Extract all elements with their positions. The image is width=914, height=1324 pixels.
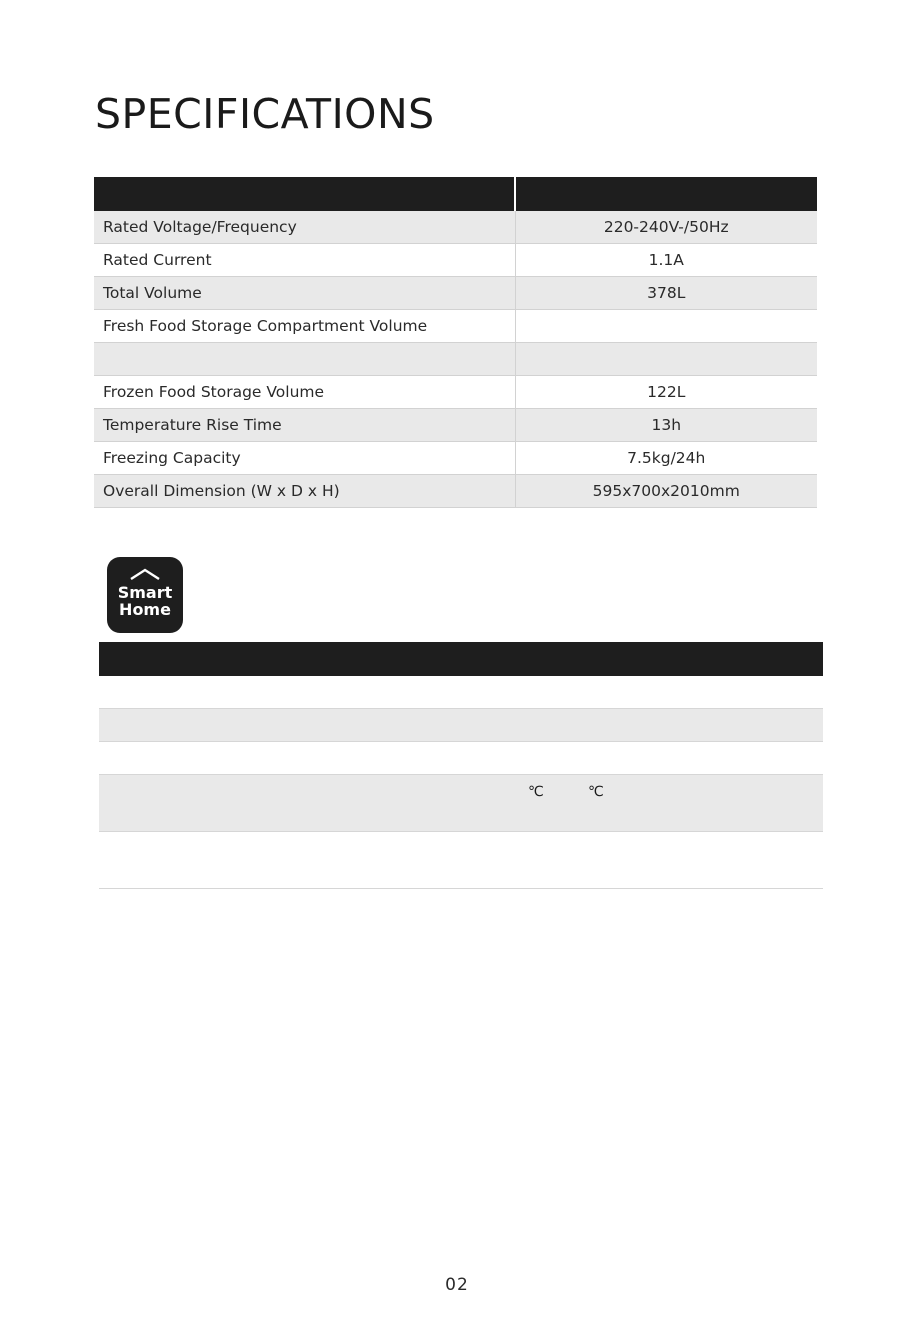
spec-value: 7.5kg/24h — [515, 442, 817, 475]
temperature-unit: ℃ — [528, 784, 544, 800]
spec-value: 1.1A — [515, 244, 817, 277]
page-title: SPECIFICATIONS — [95, 90, 435, 138]
smart-home-table — [99, 642, 823, 889]
page-number: 02 — [445, 1275, 469, 1295]
badge-text-home: Home — [119, 600, 171, 619]
table-row — [94, 244, 817, 277]
spec-header-value — [515, 177, 817, 211]
spec-value — [515, 310, 817, 343]
table-row — [99, 676, 823, 709]
table-row — [94, 376, 817, 409]
table-row — [99, 832, 823, 889]
spec-value — [515, 343, 817, 376]
spec-label — [94, 343, 515, 376]
table-row — [99, 742, 823, 775]
table-row — [94, 310, 817, 343]
table-row — [99, 775, 823, 832]
spec-value: 595x700x2010mm — [515, 475, 817, 508]
spec-value: 378L — [515, 277, 817, 310]
spec-label: Overall Dimension (W x D x H) — [94, 475, 515, 508]
spec-label: Rated Voltage/Frequency — [94, 211, 515, 244]
smart-table-header — [99, 642, 823, 676]
spec-table-header — [94, 177, 817, 211]
table-row — [94, 277, 817, 310]
smart-home-badge — [107, 557, 183, 633]
spec-label: Total Volume — [94, 277, 515, 310]
spec-label: Frozen Food Storage Volume — [94, 376, 515, 409]
spec-value: 13h — [515, 409, 817, 442]
spec-label: Rated Current — [94, 244, 515, 277]
spec-value: 122L — [515, 376, 817, 409]
spec-value: 220-240V-/50Hz — [515, 211, 817, 244]
badge-text-smart: Smart — [117, 583, 173, 602]
specifications-table — [94, 177, 817, 508]
table-row — [99, 709, 823, 742]
spec-header-parameter — [94, 177, 515, 211]
spec-label: Freezing Capacity — [94, 442, 515, 475]
table-row — [94, 475, 817, 508]
spec-label: Fresh Food Storage Compartment Volume — [94, 310, 515, 343]
table-row — [94, 409, 817, 442]
table-row — [94, 442, 817, 475]
spec-label: Temperature Rise Time — [94, 409, 515, 442]
temperature-unit: ℃ — [588, 784, 604, 800]
house-roof-icon — [129, 568, 161, 580]
table-row — [94, 343, 817, 376]
table-row — [94, 211, 817, 244]
